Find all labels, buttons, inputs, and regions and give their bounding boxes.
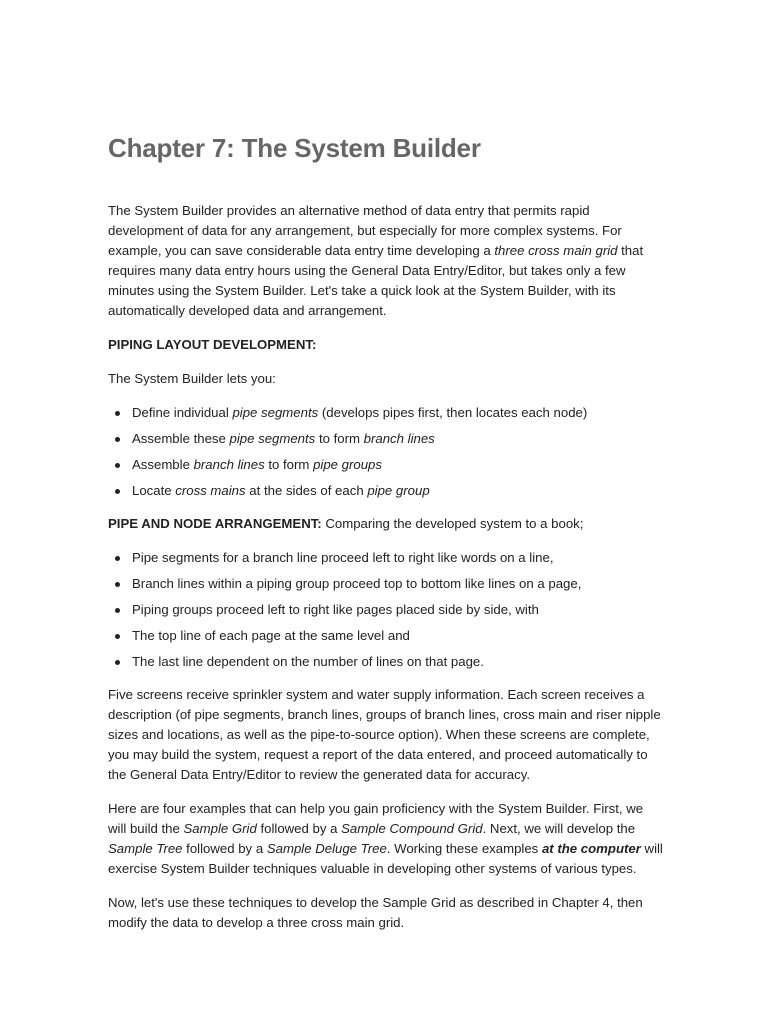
list-item-emphasis: pipe groups bbox=[313, 457, 382, 472]
examples-text: . Next, we will develop the bbox=[482, 821, 636, 836]
list-item: The top line of each page at the same level and bbox=[132, 626, 664, 646]
list-item-text: to form bbox=[264, 457, 314, 472]
arrangement-label: PIPE AND NODE ARRANGEMENT: bbox=[108, 516, 322, 531]
list-item-emphasis: pipe segments bbox=[229, 431, 316, 446]
list-item-text: to form bbox=[315, 431, 364, 446]
capabilities-list bbox=[108, 403, 664, 501]
list-item-text: Assemble these bbox=[132, 431, 230, 446]
list-item: Pipe segments for a branch line proceed left to right like words on a line, bbox=[132, 548, 664, 568]
list-item bbox=[132, 429, 664, 449]
list-item-emphasis: cross mains bbox=[175, 483, 246, 498]
list-item-emphasis: branch lines bbox=[193, 457, 265, 472]
screens-paragraph: Five screens receive sprinkler system and water supply information. Each screen receives a description (of pipe segments, branch lines, groups of branch lines, cross main and riser nipple sizes and locations, as well as the pipe-to-source option). When these screens are complete, you may build the system, request a report of the data entered, and proceed automatically to the General Data Entry/Editor to review the generated data for accuracy. bbox=[108, 687, 661, 782]
arrangement-paragraph bbox=[108, 514, 664, 534]
list-item: Piping groups proceed left to right like pages placed side by side, with bbox=[132, 600, 664, 620]
closing-paragraph: Now, let's use these techniques to develop the Sample Grid as described in Chapter 4, then modify the data to develop a three cross main grid. bbox=[108, 895, 643, 930]
document-page bbox=[108, 132, 664, 947]
examples-emphasis: Sample Compound Grid bbox=[341, 821, 483, 836]
list-item: Branch lines within a piping group proceed top to bottom like lines on a page, bbox=[132, 574, 664, 594]
list-item-text: at the sides of each bbox=[245, 483, 368, 498]
arrangement-text: Comparing the developed system to a book; bbox=[321, 516, 584, 531]
examples-text: Here are four examples that can help you gain proficiency with the System Builder. First, we will build the bbox=[108, 801, 644, 836]
lets-you-text: The System Builder lets you: bbox=[108, 371, 276, 386]
arrangement-list bbox=[108, 548, 664, 672]
examples-text: followed by a bbox=[256, 821, 342, 836]
examples-emphasis: Sample Tree bbox=[108, 841, 183, 856]
list-item bbox=[132, 481, 664, 501]
intro-text-2: that requires many data entry hours using the General Data Entry/Editor, but takes only a few minutes using the System Builder. Let's take a quick look at the System Builder, with its automatically developed data and arrangement. bbox=[108, 243, 644, 318]
intro-text-1: The System Builder provides an alternative method of data entry that permits rapid development of data for any arrangement, but especially for more complex systems. For example, you can save considerable data entry time developing a bbox=[108, 203, 622, 258]
list-item-emphasis: branch lines bbox=[363, 431, 435, 446]
piping-layout-heading: PIPING LAYOUT DEVELOPMENT: bbox=[108, 337, 317, 352]
list-item bbox=[132, 455, 664, 475]
list-item bbox=[132, 403, 664, 423]
list-item-emphasis: pipe group bbox=[367, 483, 430, 498]
list-item-text: Locate bbox=[132, 483, 176, 498]
list-item-text: (develops pipes first, then locates each node) bbox=[318, 405, 588, 420]
list-item-text: Define individual bbox=[132, 405, 233, 420]
list-item-emphasis: pipe segments bbox=[232, 405, 319, 420]
intro-paragraph bbox=[108, 201, 664, 321]
intro-emphasis: three cross main grid bbox=[494, 243, 618, 258]
examples-emphasis: Sample Grid bbox=[183, 821, 257, 836]
chapter-title: Chapter 7: The System Builder bbox=[108, 133, 481, 163]
examples-text: . Working these examples bbox=[386, 841, 542, 856]
examples-text: will exercise System Builder techniques valuable in developing other systems of various types. bbox=[108, 841, 663, 876]
list-item-text: Assemble bbox=[132, 457, 194, 472]
examples-paragraph bbox=[108, 799, 664, 879]
examples-strong-emphasis: at the computer bbox=[541, 841, 641, 856]
list-item: The last line dependent on the number of lines on that page. bbox=[132, 652, 664, 672]
examples-emphasis: Sample Deluge Tree bbox=[266, 841, 387, 856]
examples-text: followed by a bbox=[182, 841, 267, 856]
